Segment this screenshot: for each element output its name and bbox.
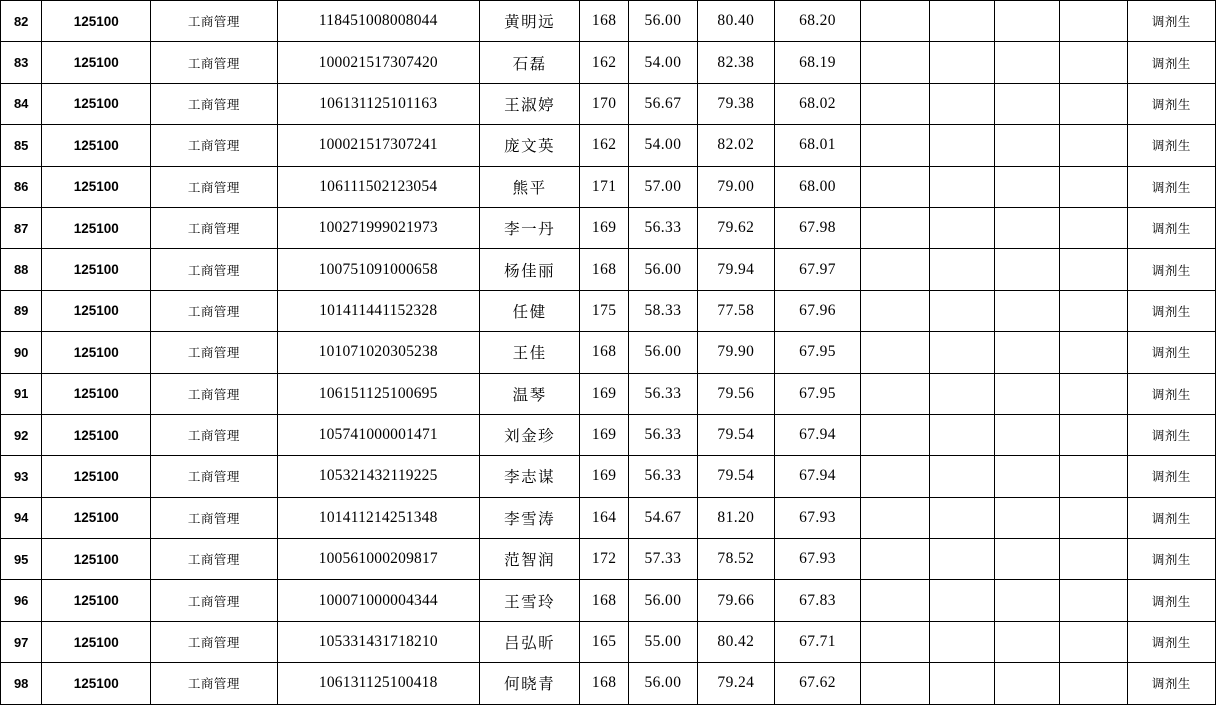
cell-candidate-name: 杨佳丽	[480, 249, 580, 290]
cell-score-politics: 168	[580, 1, 629, 42]
cell-program-code: 125100	[42, 663, 151, 704]
table-row	[1, 207, 1216, 248]
cell-candidate-id: 105741000001471	[277, 414, 480, 455]
cell-blank-4	[1060, 290, 1128, 331]
cell-score-politics: 169	[580, 207, 629, 248]
cell-candidate-name: 王淑婷	[480, 83, 580, 124]
cell-major: 工商管理	[151, 663, 277, 704]
cell-score-converted-2: 79.54	[697, 414, 774, 455]
cell-blank-4	[1060, 663, 1128, 704]
cell-score-converted-1: 54.67	[629, 497, 698, 538]
cell-rank: 97	[1, 621, 42, 662]
cell-blank-3	[994, 166, 1059, 207]
cell-blank-2	[929, 332, 994, 373]
cell-blank-1	[861, 373, 930, 414]
cell-score-politics: 169	[580, 456, 629, 497]
cell-major: 工商管理	[151, 166, 277, 207]
cell-blank-3	[994, 497, 1059, 538]
cell-score-politics: 168	[580, 332, 629, 373]
table-row	[1, 497, 1216, 538]
cell-program-code: 125100	[42, 497, 151, 538]
cell-score-converted-1: 57.00	[629, 166, 698, 207]
cell-candidate-name: 王雪玲	[480, 580, 580, 621]
cell-score-converted-1: 56.00	[629, 1, 698, 42]
cell-candidate-name: 石磊	[480, 42, 580, 83]
table-body	[1, 1, 1216, 705]
cell-major: 工商管理	[151, 456, 277, 497]
cell-score-politics: 170	[580, 83, 629, 124]
cell-total-score: 67.95	[775, 373, 861, 414]
cell-blank-2	[929, 414, 994, 455]
table-row	[1, 539, 1216, 580]
cell-program-code: 125100	[42, 249, 151, 290]
cell-rank: 93	[1, 456, 42, 497]
cell-major: 工商管理	[151, 83, 277, 124]
table-row	[1, 332, 1216, 373]
cell-blank-3	[994, 621, 1059, 662]
cell-rank: 95	[1, 539, 42, 580]
cell-candidate-id: 106111502123054	[277, 166, 480, 207]
cell-program-code: 125100	[42, 1, 151, 42]
cell-candidate-id: 106131125101163	[277, 83, 480, 124]
cell-candidate-name: 刘金珍	[480, 414, 580, 455]
cell-total-score: 67.71	[775, 621, 861, 662]
cell-rank: 96	[1, 580, 42, 621]
cell-blank-4	[1060, 539, 1128, 580]
cell-program-code: 125100	[42, 290, 151, 331]
cell-blank-2	[929, 290, 994, 331]
cell-candidate-id: 100751091000658	[277, 249, 480, 290]
cell-note: 调剂生	[1127, 373, 1215, 414]
cell-major: 工商管理	[151, 621, 277, 662]
cell-blank-2	[929, 125, 994, 166]
cell-blank-2	[929, 249, 994, 290]
cell-blank-1	[861, 290, 930, 331]
cell-blank-4	[1060, 373, 1128, 414]
cell-note: 调剂生	[1127, 414, 1215, 455]
table-row	[1, 373, 1216, 414]
cell-candidate-name: 李一丹	[480, 207, 580, 248]
cell-blank-4	[1060, 249, 1128, 290]
cell-total-score: 67.83	[775, 580, 861, 621]
cell-program-code: 125100	[42, 207, 151, 248]
cell-rank: 90	[1, 332, 42, 373]
cell-score-converted-2: 79.00	[697, 166, 774, 207]
cell-program-code: 125100	[42, 125, 151, 166]
cell-blank-1	[861, 166, 930, 207]
cell-candidate-name: 庞文英	[480, 125, 580, 166]
cell-candidate-name: 温琴	[480, 373, 580, 414]
cell-score-converted-1: 54.00	[629, 42, 698, 83]
cell-score-politics: 162	[580, 42, 629, 83]
cell-program-code: 125100	[42, 166, 151, 207]
cell-candidate-id: 100561000209817	[277, 539, 480, 580]
cell-score-politics: 165	[580, 621, 629, 662]
cell-score-converted-2: 80.40	[697, 1, 774, 42]
cell-blank-4	[1060, 207, 1128, 248]
cell-rank: 86	[1, 166, 42, 207]
cell-rank: 98	[1, 663, 42, 704]
cell-score-converted-1: 56.33	[629, 373, 698, 414]
cell-total-score: 67.95	[775, 332, 861, 373]
cell-candidate-name: 范智润	[480, 539, 580, 580]
cell-score-converted-2: 79.56	[697, 373, 774, 414]
cell-note: 调剂生	[1127, 125, 1215, 166]
cell-rank: 92	[1, 414, 42, 455]
cell-blank-1	[861, 42, 930, 83]
cell-candidate-name: 黄明远	[480, 1, 580, 42]
cell-blank-3	[994, 207, 1059, 248]
cell-blank-1	[861, 663, 930, 704]
cell-score-converted-1: 55.00	[629, 621, 698, 662]
cell-score-converted-1: 57.33	[629, 539, 698, 580]
cell-program-code: 125100	[42, 332, 151, 373]
cell-blank-2	[929, 42, 994, 83]
cell-rank: 85	[1, 125, 42, 166]
cell-score-politics: 168	[580, 580, 629, 621]
cell-score-converted-1: 56.33	[629, 456, 698, 497]
cell-blank-3	[994, 42, 1059, 83]
cell-blank-1	[861, 83, 930, 124]
table-row	[1, 83, 1216, 124]
cell-score-converted-2: 79.24	[697, 663, 774, 704]
table-row	[1, 125, 1216, 166]
cell-blank-4	[1060, 125, 1128, 166]
cell-blank-3	[994, 290, 1059, 331]
cell-candidate-id: 100021517307241	[277, 125, 480, 166]
cell-score-converted-2: 78.52	[697, 539, 774, 580]
cell-major: 工商管理	[151, 414, 277, 455]
cell-program-code: 125100	[42, 456, 151, 497]
cell-candidate-name: 吕弘昕	[480, 621, 580, 662]
cell-candidate-id: 101071020305238	[277, 332, 480, 373]
cell-rank: 88	[1, 249, 42, 290]
cell-blank-3	[994, 456, 1059, 497]
cell-score-converted-1: 56.33	[629, 414, 698, 455]
cell-program-code: 125100	[42, 42, 151, 83]
cell-score-politics: 171	[580, 166, 629, 207]
cell-blank-3	[994, 580, 1059, 621]
cell-score-converted-1: 56.00	[629, 580, 698, 621]
cell-candidate-id: 100021517307420	[277, 42, 480, 83]
cell-candidate-id: 100071000004344	[277, 580, 480, 621]
cell-candidate-name: 任健	[480, 290, 580, 331]
cell-candidate-id: 118451008008044	[277, 1, 480, 42]
cell-blank-3	[994, 539, 1059, 580]
cell-candidate-id: 101411441152328	[277, 290, 480, 331]
cell-blank-2	[929, 83, 994, 124]
cell-major: 工商管理	[151, 207, 277, 248]
cell-blank-3	[994, 83, 1059, 124]
cell-total-score: 68.00	[775, 166, 861, 207]
table-row	[1, 166, 1216, 207]
cell-score-converted-1: 56.00	[629, 249, 698, 290]
cell-major: 工商管理	[151, 373, 277, 414]
cell-score-politics: 172	[580, 539, 629, 580]
cell-blank-3	[994, 663, 1059, 704]
cell-score-converted-1: 58.33	[629, 290, 698, 331]
cell-blank-2	[929, 166, 994, 207]
cell-major: 工商管理	[151, 497, 277, 538]
cell-note: 调剂生	[1127, 497, 1215, 538]
cell-blank-3	[994, 125, 1059, 166]
cell-note: 调剂生	[1127, 1, 1215, 42]
cell-total-score: 67.97	[775, 249, 861, 290]
cell-blank-1	[861, 539, 930, 580]
cell-major: 工商管理	[151, 249, 277, 290]
cell-blank-2	[929, 207, 994, 248]
cell-candidate-id: 105331431718210	[277, 621, 480, 662]
cell-program-code: 125100	[42, 539, 151, 580]
cell-program-code: 125100	[42, 373, 151, 414]
cell-blank-3	[994, 332, 1059, 373]
cell-rank: 91	[1, 373, 42, 414]
cell-score-politics: 169	[580, 414, 629, 455]
cell-blank-1	[861, 414, 930, 455]
cell-score-converted-1: 56.00	[629, 332, 698, 373]
cell-candidate-name: 王佳	[480, 332, 580, 373]
cell-score-converted-2: 81.20	[697, 497, 774, 538]
cell-note: 调剂生	[1127, 166, 1215, 207]
cell-score-politics: 164	[580, 497, 629, 538]
cell-blank-2	[929, 539, 994, 580]
cell-blank-1	[861, 249, 930, 290]
table-row	[1, 414, 1216, 455]
cell-rank: 84	[1, 83, 42, 124]
cell-score-converted-2: 82.02	[697, 125, 774, 166]
table-row	[1, 290, 1216, 331]
cell-rank: 82	[1, 1, 42, 42]
cell-total-score: 67.93	[775, 497, 861, 538]
cell-candidate-id: 106131125100418	[277, 663, 480, 704]
cell-total-score: 67.93	[775, 539, 861, 580]
cell-blank-2	[929, 580, 994, 621]
cell-note: 调剂生	[1127, 580, 1215, 621]
cell-blank-1	[861, 456, 930, 497]
cell-score-politics: 175	[580, 290, 629, 331]
cell-blank-3	[994, 249, 1059, 290]
cell-note: 调剂生	[1127, 456, 1215, 497]
cell-note: 调剂生	[1127, 42, 1215, 83]
cell-total-score: 67.62	[775, 663, 861, 704]
cell-score-converted-1: 56.67	[629, 83, 698, 124]
cell-rank: 83	[1, 42, 42, 83]
cell-blank-4	[1060, 456, 1128, 497]
cell-score-converted-2: 80.42	[697, 621, 774, 662]
cell-score-converted-2: 82.38	[697, 42, 774, 83]
cell-blank-3	[994, 373, 1059, 414]
cell-candidate-name: 李雪涛	[480, 497, 580, 538]
cell-note: 调剂生	[1127, 290, 1215, 331]
table-row	[1, 621, 1216, 662]
cell-major: 工商管理	[151, 1, 277, 42]
cell-score-converted-2: 77.58	[697, 290, 774, 331]
cell-rank: 94	[1, 497, 42, 538]
cell-score-politics: 169	[580, 373, 629, 414]
table-row	[1, 663, 1216, 704]
cell-score-converted-2: 79.94	[697, 249, 774, 290]
cell-note: 调剂生	[1127, 249, 1215, 290]
cell-blank-1	[861, 580, 930, 621]
cell-score-politics: 168	[580, 249, 629, 290]
cell-blank-2	[929, 373, 994, 414]
cell-note: 调剂生	[1127, 539, 1215, 580]
cell-candidate-name: 熊平	[480, 166, 580, 207]
cell-score-converted-2: 79.90	[697, 332, 774, 373]
cell-candidate-id: 101411214251348	[277, 497, 480, 538]
cell-blank-4	[1060, 332, 1128, 373]
cell-blank-2	[929, 621, 994, 662]
cell-blank-1	[861, 332, 930, 373]
cell-score-politics: 168	[580, 663, 629, 704]
cell-blank-4	[1060, 621, 1128, 662]
cell-score-converted-2: 79.54	[697, 456, 774, 497]
cell-note: 调剂生	[1127, 83, 1215, 124]
cell-total-score: 68.19	[775, 42, 861, 83]
cell-candidate-name: 李志谋	[480, 456, 580, 497]
cell-major: 工商管理	[151, 332, 277, 373]
cell-blank-1	[861, 621, 930, 662]
cell-blank-4	[1060, 42, 1128, 83]
cell-program-code: 125100	[42, 621, 151, 662]
cell-blank-1	[861, 497, 930, 538]
cell-major: 工商管理	[151, 539, 277, 580]
table-row	[1, 249, 1216, 290]
cell-total-score: 67.96	[775, 290, 861, 331]
cell-blank-3	[994, 414, 1059, 455]
cell-blank-2	[929, 663, 994, 704]
cell-note: 调剂生	[1127, 621, 1215, 662]
cell-blank-4	[1060, 580, 1128, 621]
table-row	[1, 580, 1216, 621]
cell-blank-4	[1060, 1, 1128, 42]
cell-candidate-name: 何晓青	[480, 663, 580, 704]
cell-major: 工商管理	[151, 42, 277, 83]
cell-total-score: 67.94	[775, 414, 861, 455]
table-row	[1, 42, 1216, 83]
cell-score-converted-2: 79.62	[697, 207, 774, 248]
cell-rank: 87	[1, 207, 42, 248]
cell-major: 工商管理	[151, 290, 277, 331]
cell-note: 调剂生	[1127, 207, 1215, 248]
cell-total-score: 68.01	[775, 125, 861, 166]
cell-major: 工商管理	[151, 125, 277, 166]
cell-score-converted-2: 79.38	[697, 83, 774, 124]
cell-blank-4	[1060, 83, 1128, 124]
cell-blank-3	[994, 1, 1059, 42]
cell-blank-1	[861, 125, 930, 166]
cell-program-code: 125100	[42, 414, 151, 455]
cell-note: 调剂生	[1127, 332, 1215, 373]
cell-rank: 89	[1, 290, 42, 331]
cell-blank-1	[861, 207, 930, 248]
cell-program-code: 125100	[42, 83, 151, 124]
cell-total-score: 68.20	[775, 1, 861, 42]
cell-score-converted-1: 56.00	[629, 663, 698, 704]
cell-score-converted-1: 56.33	[629, 207, 698, 248]
cell-score-converted-2: 79.66	[697, 580, 774, 621]
cell-score-converted-1: 54.00	[629, 125, 698, 166]
cell-blank-2	[929, 456, 994, 497]
table-row	[1, 456, 1216, 497]
cell-total-score: 68.02	[775, 83, 861, 124]
cell-major: 工商管理	[151, 580, 277, 621]
cell-note: 调剂生	[1127, 663, 1215, 704]
cell-blank-4	[1060, 414, 1128, 455]
cell-total-score: 67.98	[775, 207, 861, 248]
cell-blank-2	[929, 1, 994, 42]
table-row	[1, 1, 1216, 42]
cell-candidate-id: 106151125100695	[277, 373, 480, 414]
cell-candidate-id: 105321432119225	[277, 456, 480, 497]
cell-blank-1	[861, 1, 930, 42]
cell-blank-2	[929, 497, 994, 538]
cell-program-code: 125100	[42, 580, 151, 621]
cell-score-politics: 162	[580, 125, 629, 166]
cell-blank-4	[1060, 166, 1128, 207]
cell-total-score: 67.94	[775, 456, 861, 497]
cell-blank-4	[1060, 497, 1128, 538]
cell-candidate-id: 100271999021973	[277, 207, 480, 248]
